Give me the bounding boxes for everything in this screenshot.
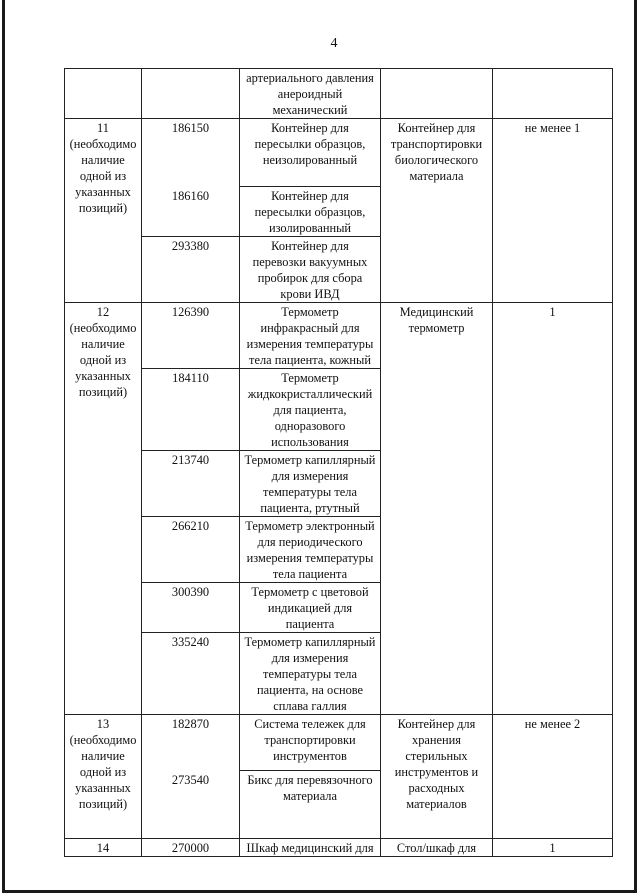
code-cell: 270000 — [142, 839, 240, 857]
table-row — [65, 119, 613, 187]
quantity-cell — [493, 69, 613, 119]
requirement-cell: Контейнер для хранения стерильных инструментов и расходных материалов — [381, 715, 493, 839]
code-cell: 126390 — [142, 303, 240, 369]
quantity-cell: не менее 2 — [493, 715, 613, 839]
position-cell: 11 (необходимо наличие одной из указанных позиций) — [65, 119, 142, 303]
table-row — [65, 303, 613, 369]
requirement-cell: Медицинский термометр — [381, 303, 493, 715]
code-cell: 273540 — [142, 771, 240, 839]
code-cell: 300390 — [142, 583, 240, 633]
position-cell: 13 (необходимо наличие одной из указанных позиций) — [65, 715, 142, 839]
item-name-cell: Бикс для перевязочного материала — [240, 771, 381, 839]
code-cell: 213740 — [142, 451, 240, 517]
code-cell: 182870 — [142, 715, 240, 771]
item-name-cell: Термометр с цветовой индикацией для пациента — [240, 583, 381, 633]
item-name-cell: Термометр капиллярный для измерения температуры тела пациента, на основе сплава галлия — [240, 633, 381, 715]
position-cell — [65, 69, 142, 119]
table-row — [65, 715, 613, 771]
item-name-cell: Термометр капиллярный для измерения температуры тела пациента, ртутный — [240, 451, 381, 517]
item-name-cell: Контейнер для пересылки образцов, неизолированный — [240, 119, 381, 187]
quantity-cell: не менее 1 — [493, 119, 613, 303]
code-cell: 293380 — [142, 237, 240, 303]
equipment-table — [64, 68, 613, 857]
requirement-cell: Контейнер для транспортировки биологического материала — [381, 119, 493, 303]
page-number: 4 — [330, 36, 338, 51]
code-cell: 184110 — [142, 369, 240, 451]
code-cell: 186150 — [142, 119, 240, 187]
table-row — [65, 839, 613, 857]
item-name-cell: Термометр инфракрасный для измерения температуры тела пациента, кожный — [240, 303, 381, 369]
table-row — [65, 69, 613, 119]
code-cell: 266210 — [142, 517, 240, 583]
requirement-cell: Стол/шкаф для — [381, 839, 493, 857]
item-name-cell: Система тележек для транспортировки инструментов — [240, 715, 381, 771]
item-name-cell: артериального давления анероидный механический — [240, 69, 381, 119]
item-name-cell: Термометр электронный для периодического измерения температуры тела пациента — [240, 517, 381, 583]
item-name-cell: Контейнер для перевозки вакуумных пробирок для сбора крови ИВД — [240, 237, 381, 303]
position-cell: 14 — [65, 839, 142, 857]
item-name-cell: Шкаф медицинский для — [240, 839, 381, 857]
item-name-cell: Контейнер для пересылки образцов, изолированный — [240, 187, 381, 237]
code-cell: 335240 — [142, 633, 240, 715]
requirement-cell — [381, 69, 493, 119]
code-cell — [142, 69, 240, 119]
quantity-cell: 1 — [493, 303, 613, 715]
item-name-cell: Термометр жидкокристаллический для пациента, одноразового использования — [240, 369, 381, 451]
position-cell: 12 (необходимо наличие одной из указанных позиций) — [65, 303, 142, 715]
code-cell: 186160 — [142, 187, 240, 237]
quantity-cell: 1 — [493, 839, 613, 857]
